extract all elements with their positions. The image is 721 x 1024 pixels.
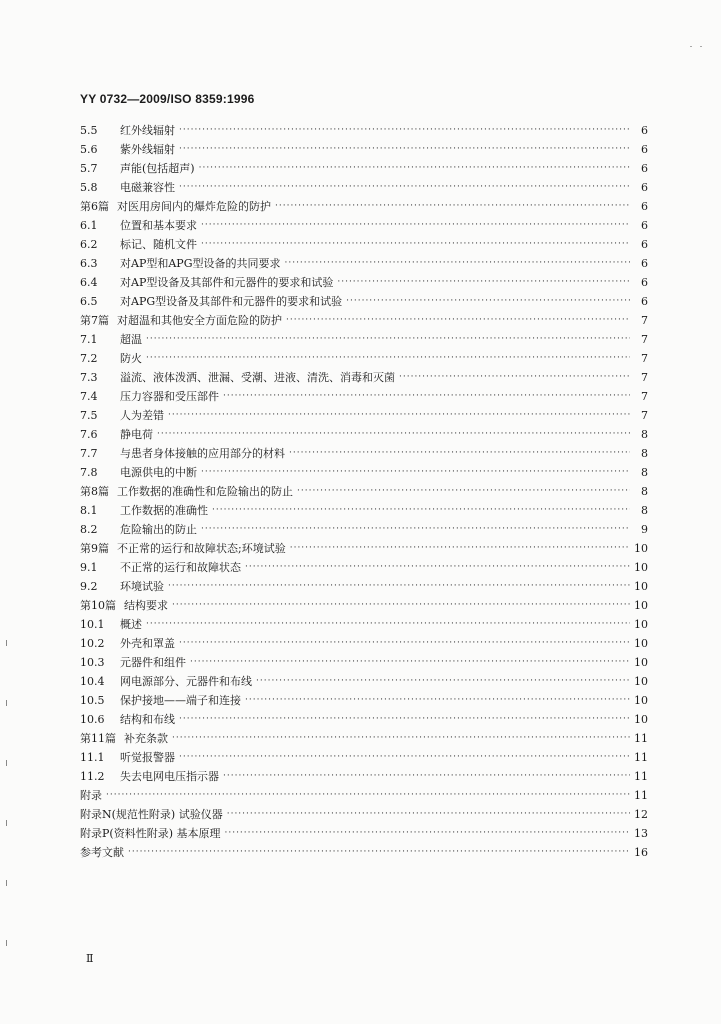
table-of-contents bbox=[80, 118, 648, 859]
toc-entry bbox=[80, 327, 648, 346]
scan-mark bbox=[6, 820, 7, 826]
toc-entry-title: 对AP型设备及其部件和元器件的要求和试验 bbox=[120, 276, 334, 289]
toc-entry bbox=[80, 137, 648, 156]
toc-entry-number: 10.4 bbox=[80, 675, 105, 688]
toc-dot-leader bbox=[223, 390, 630, 403]
toc-entry-number: 10.2 bbox=[80, 637, 105, 650]
toc-entry bbox=[80, 479, 648, 498]
toc-entry-number: 7.5 bbox=[80, 409, 98, 422]
toc-entry-page: 10 bbox=[634, 675, 648, 688]
toc-entry-number: 6.5 bbox=[80, 295, 98, 308]
toc-dot-leader bbox=[346, 295, 630, 308]
toc-entry bbox=[80, 460, 648, 479]
toc-entry bbox=[80, 631, 648, 650]
toc-dot-leader bbox=[172, 599, 630, 612]
toc-entry-title: 附录P(资料性附录) 基本原理 bbox=[80, 827, 221, 840]
scan-mark bbox=[6, 760, 7, 766]
toc-entry-page: 6 bbox=[641, 257, 648, 270]
toc-entry-page: 10 bbox=[634, 599, 648, 612]
toc-entry-page: 7 bbox=[641, 333, 648, 346]
toc-entry-title: 结构要求 bbox=[124, 599, 168, 612]
toc-entry-number: 7.1 bbox=[80, 333, 98, 346]
toc-entry bbox=[80, 498, 648, 517]
toc-dot-leader bbox=[201, 466, 630, 479]
toc-entry-page: 7 bbox=[641, 371, 648, 384]
toc-entry-page: 13 bbox=[634, 827, 648, 840]
toc-entry-page: 8 bbox=[641, 504, 648, 517]
toc-dot-leader bbox=[179, 713, 630, 726]
toc-entry-title: 概述 bbox=[120, 618, 142, 631]
toc-dot-leader bbox=[212, 504, 630, 517]
toc-entry-title: 对AP型和APG型设备的共同要求 bbox=[120, 257, 281, 270]
toc-entry-title: 防火 bbox=[120, 352, 142, 365]
toc-entry-page: 8 bbox=[641, 485, 648, 498]
toc-entry-title: 附录N(规范性附录) 试验仪器 bbox=[80, 808, 223, 821]
toc-dot-leader bbox=[227, 808, 630, 821]
toc-entry-number: 10.3 bbox=[80, 656, 105, 669]
toc-entry-number: 7.7 bbox=[80, 447, 98, 460]
toc-entry bbox=[80, 403, 648, 422]
toc-entry-number: 5.5 bbox=[80, 124, 98, 137]
toc-dot-leader bbox=[179, 181, 630, 194]
toc-entry-number: 5.8 bbox=[80, 181, 98, 194]
toc-entry-title: 溢流、液体泼洒、泄漏、受潮、进液、清洗、消毒和灭菌 bbox=[120, 371, 395, 384]
page-folio: Ⅱ bbox=[86, 952, 94, 965]
toc-entry bbox=[80, 232, 648, 251]
toc-dot-leader bbox=[172, 732, 630, 745]
toc-entry-number: 第6篇 bbox=[80, 200, 109, 213]
toc-entry bbox=[80, 308, 648, 327]
toc-dot-leader bbox=[146, 333, 630, 346]
toc-entry bbox=[80, 555, 648, 574]
toc-entry-page: 6 bbox=[641, 238, 648, 251]
toc-entry-number: 第9篇 bbox=[80, 542, 109, 555]
toc-entry-number: 7.2 bbox=[80, 352, 98, 365]
toc-entry-page: 10 bbox=[634, 618, 648, 631]
toc-entry-title: 静电荷 bbox=[120, 428, 153, 441]
toc-dot-leader bbox=[157, 428, 630, 441]
toc-entry-number: 8.1 bbox=[80, 504, 98, 517]
toc-entry-page: 11 bbox=[634, 789, 648, 802]
toc-entry-page: 10 bbox=[634, 694, 648, 707]
toc-dot-leader bbox=[297, 485, 630, 498]
toc-entry-title: 压力容器和受压部件 bbox=[120, 390, 219, 403]
scan-mark bbox=[6, 640, 7, 646]
toc-entry-page: 10 bbox=[634, 713, 648, 726]
scan-speck bbox=[700, 46, 702, 47]
toc-entry-number: 9.2 bbox=[80, 580, 98, 593]
toc-entry-number: 10.6 bbox=[80, 713, 105, 726]
toc-entry-number: 第8篇 bbox=[80, 485, 109, 498]
toc-entry bbox=[80, 517, 648, 536]
toc-dot-leader bbox=[289, 447, 630, 460]
toc-entry-page: 12 bbox=[634, 808, 648, 821]
toc-entry bbox=[80, 270, 648, 289]
scan-speck bbox=[690, 46, 692, 47]
toc-entry-title: 环境试验 bbox=[120, 580, 164, 593]
toc-entry-page: 8 bbox=[641, 428, 648, 441]
toc-entry-title: 声能(包括超声) bbox=[120, 162, 195, 175]
toc-dot-leader bbox=[128, 846, 630, 859]
toc-entry bbox=[80, 156, 648, 175]
toc-entry-title: 对超温和其他安全方面危险的防护 bbox=[117, 314, 282, 327]
toc-dot-leader bbox=[284, 257, 630, 270]
toc-entry-number: 9.1 bbox=[80, 561, 98, 574]
toc-entry bbox=[80, 745, 648, 764]
toc-entry-page: 6 bbox=[641, 219, 648, 232]
toc-entry-title: 失去电网电压指示器 bbox=[120, 770, 219, 783]
toc-dot-leader bbox=[245, 561, 630, 574]
toc-dot-leader bbox=[168, 580, 630, 593]
toc-entry bbox=[80, 213, 648, 232]
toc-entry-title: 与患者身体接触的应用部分的材料 bbox=[120, 447, 285, 460]
toc-entry-page: 6 bbox=[641, 295, 648, 308]
toc-dot-leader bbox=[245, 694, 630, 707]
toc-entry-number: 7.6 bbox=[80, 428, 98, 441]
toc-entry-page: 6 bbox=[641, 200, 648, 213]
toc-entry bbox=[80, 783, 648, 802]
toc-entry-page: 11 bbox=[634, 770, 648, 783]
toc-entry-title: 红外线辐射 bbox=[120, 124, 175, 137]
toc-entry-number: 8.2 bbox=[80, 523, 98, 536]
toc-entry-title: 元器件和组件 bbox=[120, 656, 186, 669]
toc-entry-number: 10.5 bbox=[80, 694, 105, 707]
toc-dot-leader bbox=[190, 656, 630, 669]
toc-dot-leader bbox=[223, 770, 630, 783]
toc-entry-number: 6.4 bbox=[80, 276, 98, 289]
toc-entry-title: 参考文献 bbox=[80, 846, 124, 859]
toc-entry-title: 补充条款 bbox=[124, 732, 168, 745]
toc-entry-number: 6.2 bbox=[80, 238, 98, 251]
toc-entry-page: 6 bbox=[641, 162, 648, 175]
toc-entry-title: 不正常的运行和故障状态 bbox=[120, 561, 241, 574]
toc-entry-page: 10 bbox=[634, 637, 648, 650]
toc-entry bbox=[80, 669, 648, 688]
toc-entry bbox=[80, 536, 648, 555]
toc-entry bbox=[80, 118, 648, 137]
toc-entry-number: 第10篇 bbox=[80, 599, 116, 612]
toc-entry-number: 6.3 bbox=[80, 257, 98, 270]
toc-entry-title: 外壳和罩盖 bbox=[120, 637, 175, 650]
toc-entry-title: 结构和布线 bbox=[120, 713, 175, 726]
toc-dot-leader bbox=[275, 200, 630, 213]
toc-entry-number: 5.7 bbox=[80, 162, 98, 175]
toc-entry-page: 7 bbox=[641, 352, 648, 365]
toc-entry bbox=[80, 175, 648, 194]
toc-entry-page: 11 bbox=[634, 732, 648, 745]
toc-dot-leader bbox=[179, 751, 630, 764]
toc-entry-page: 7 bbox=[641, 390, 648, 403]
toc-entry-title: 超温 bbox=[120, 333, 142, 346]
toc-entry-title: 保护接地——端子和连接 bbox=[120, 694, 241, 707]
toc-entry bbox=[80, 365, 648, 384]
toc-entry bbox=[80, 194, 648, 213]
toc-entry-title: 危险输出的防止 bbox=[120, 523, 197, 536]
toc-entry-page: 6 bbox=[641, 124, 648, 137]
toc-entry bbox=[80, 764, 648, 783]
toc-entry bbox=[80, 574, 648, 593]
toc-entry-title: 不正常的运行和故障状态;环境试验 bbox=[117, 542, 286, 555]
toc-entry-page: 10 bbox=[634, 542, 648, 555]
toc-entry-page: 8 bbox=[641, 447, 648, 460]
toc-entry bbox=[80, 726, 648, 745]
toc-entry-title: 电磁兼容性 bbox=[120, 181, 175, 194]
toc-entry bbox=[80, 593, 648, 612]
toc-entry-page: 6 bbox=[641, 276, 648, 289]
toc-entry-page: 7 bbox=[641, 409, 648, 422]
toc-entry-title: 听觉报警器 bbox=[120, 751, 175, 764]
toc-dot-leader bbox=[146, 618, 630, 631]
toc-entry-page: 10 bbox=[634, 656, 648, 669]
toc-dot-leader bbox=[201, 219, 630, 232]
toc-entry bbox=[80, 840, 648, 859]
toc-entry-number: 6.1 bbox=[80, 219, 98, 232]
toc-dot-leader bbox=[224, 827, 630, 840]
toc-entry bbox=[80, 707, 648, 726]
toc-entry bbox=[80, 802, 648, 821]
toc-entry bbox=[80, 346, 648, 365]
toc-entry bbox=[80, 422, 648, 441]
toc-entry-title: 对医用房间内的爆炸危险的防护 bbox=[117, 200, 271, 213]
toc-dot-leader bbox=[168, 409, 630, 422]
toc-entry bbox=[80, 612, 648, 631]
toc-entry bbox=[80, 289, 648, 308]
toc-entry bbox=[80, 441, 648, 460]
toc-entry-page: 11 bbox=[634, 751, 648, 764]
toc-entry-title: 工作数据的准确性 bbox=[120, 504, 208, 517]
toc-entry-title: 电源供电的中断 bbox=[120, 466, 197, 479]
toc-entry-number: 7.8 bbox=[80, 466, 98, 479]
toc-entry-page: 16 bbox=[634, 846, 648, 859]
toc-dot-leader bbox=[179, 124, 630, 137]
toc-entry-title: 对APG型设备及其部件和元器件的要求和试验 bbox=[120, 295, 343, 308]
toc-entry-number: 11.1 bbox=[80, 751, 105, 764]
toc-entry-title: 人为差错 bbox=[120, 409, 164, 422]
toc-dot-leader bbox=[199, 162, 630, 175]
toc-entry-number: 11.2 bbox=[80, 770, 105, 783]
standard-header: YY 0732—2009/ISO 8359:1996 bbox=[80, 92, 255, 106]
toc-entry-page: 10 bbox=[634, 561, 648, 574]
toc-entry bbox=[80, 251, 648, 270]
toc-entry bbox=[80, 384, 648, 403]
toc-entry-number: 第7篇 bbox=[80, 314, 109, 327]
toc-dot-leader bbox=[256, 675, 630, 688]
toc-entry-page: 6 bbox=[641, 181, 648, 194]
toc-dot-leader bbox=[146, 352, 630, 365]
toc-entry bbox=[80, 688, 648, 707]
toc-entry-number: 5.6 bbox=[80, 143, 98, 156]
scan-mark bbox=[6, 880, 7, 886]
toc-entry-title: 紫外线辐射 bbox=[120, 143, 175, 156]
toc-dot-leader bbox=[201, 523, 630, 536]
toc-entry-page: 8 bbox=[641, 466, 648, 479]
toc-entry-page: 7 bbox=[641, 314, 648, 327]
scan-mark bbox=[6, 700, 7, 706]
scan-mark bbox=[6, 940, 7, 946]
toc-dot-leader bbox=[179, 143, 630, 156]
toc-dot-leader bbox=[290, 542, 630, 555]
toc-dot-leader bbox=[179, 637, 630, 650]
toc-entry-number: 第11篇 bbox=[80, 732, 116, 745]
toc-entry-title: 标记、随机文件 bbox=[120, 238, 197, 251]
toc-entry-number: 7.3 bbox=[80, 371, 98, 384]
toc-dot-leader bbox=[337, 276, 630, 289]
toc-entry-page: 9 bbox=[641, 523, 648, 536]
toc-entry-number: 10.1 bbox=[80, 618, 105, 631]
toc-entry bbox=[80, 821, 648, 840]
toc-entry-page: 6 bbox=[641, 143, 648, 156]
toc-entry-title: 工作数据的准确性和危险输出的防止 bbox=[117, 485, 293, 498]
toc-dot-leader bbox=[286, 314, 630, 327]
toc-entry bbox=[80, 650, 648, 669]
toc-dot-leader bbox=[399, 371, 630, 384]
toc-entry-page: 10 bbox=[634, 580, 648, 593]
toc-entry-title: 附录 bbox=[80, 789, 102, 802]
toc-entry-title: 位置和基本要求 bbox=[120, 219, 197, 232]
toc-dot-leader bbox=[106, 789, 630, 802]
toc-entry-number: 7.4 bbox=[80, 390, 98, 403]
toc-entry-title: 网电源部分、元器件和布线 bbox=[120, 675, 252, 688]
toc-dot-leader bbox=[201, 238, 630, 251]
